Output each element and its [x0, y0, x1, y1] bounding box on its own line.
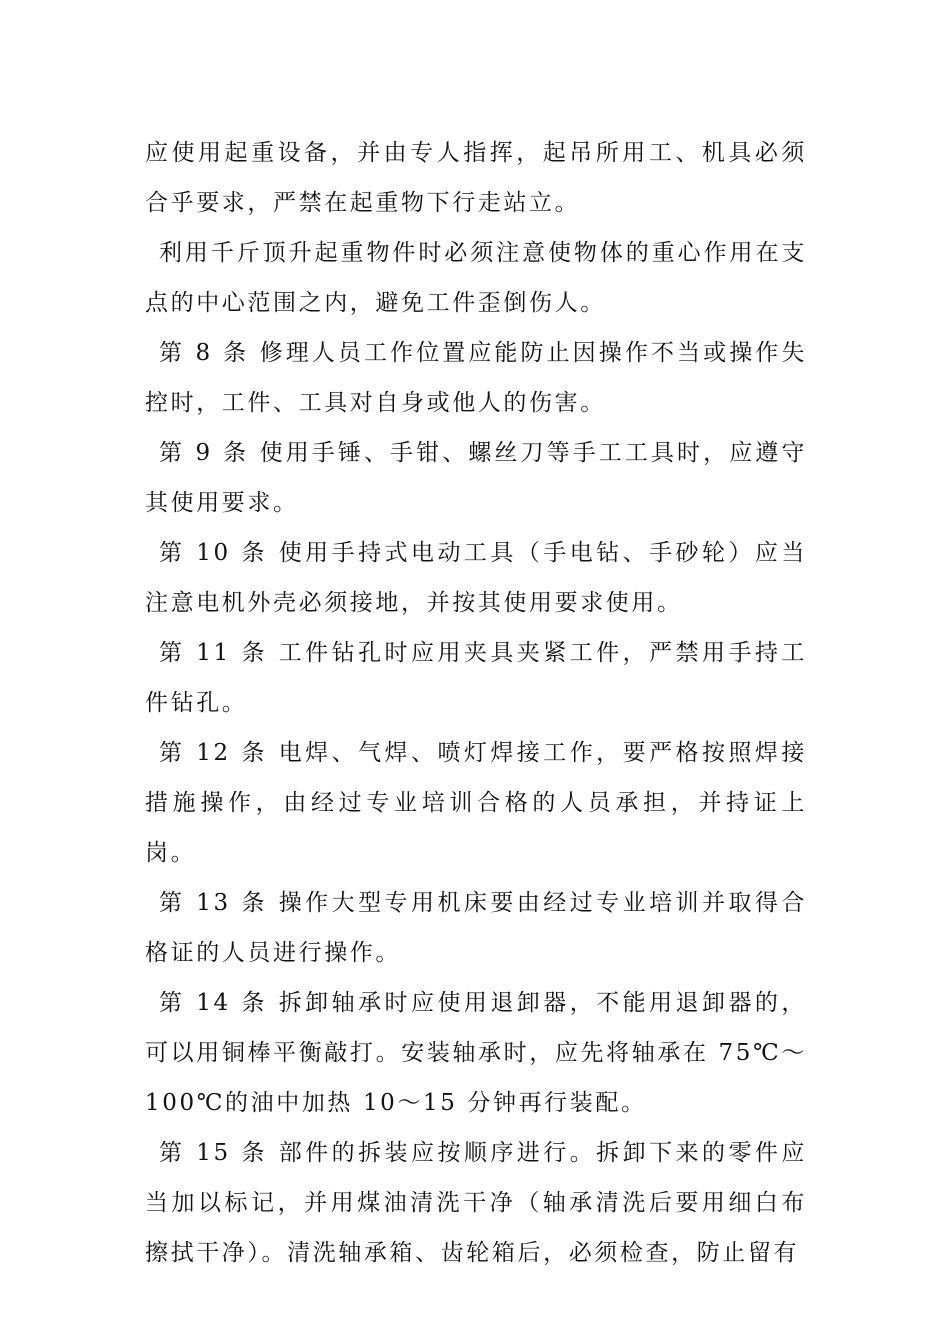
paragraph-jack-lifting: 利用千斤顶升起重物件时必须注意使物体的重心作用在支点的中心范围之内，避免工件歪倒伤人。 [145, 240, 807, 316]
paragraph-lifting-equipment: 应使用起重设备，并由专人指挥，起吊所用工、机具必须合乎要求，严禁在起重物下行走站立。 [145, 140, 807, 216]
article-12: 第 12 条 电焊、气焊、喷灯焊接工作，要严格按照焊接措施操作，由经过专业培训合格的人员承担，并持证上岗。 [145, 740, 807, 866]
article-9: 第 9 条 使用手锤、手钳、螺丝刀等手工工具时，应遵守其使用要求。 [145, 440, 807, 516]
document-body [145, 128, 807, 1278]
article-11: 第 11 条 工件钻孔时应用夹具夹紧工件，严禁用手持工件钻孔。 [145, 640, 807, 716]
article-8: 第 8 条 修理人员工作位置应能防止因操作不当或操作失控时，工件、工具对自身或他人的伤害。 [145, 340, 807, 416]
article-15: 第 15 条 部件的拆装应按顺序进行。拆卸下来的零件应当加以标记，并用煤油清洗干净（轴承清洗后要用细白布擦拭干净）。清洗轴承箱、齿轮箱后，必须检查，防止留有 [145, 1140, 807, 1266]
article-13: 第 13 条 操作大型专用机床要由经过专业培训并取得合格证的人员进行操作。 [145, 890, 807, 966]
article-10: 第 10 条 使用手持式电动工具（手电钻、手砂轮）应当注意电机外壳必须接地，并按其使用要求使用。 [145, 540, 807, 616]
article-14: 第 14 条 拆卸轴承时应使用退卸器，不能用退卸器的，可以用铜棒平衡敲打。安装轴承时，应先将轴承在 75℃～100℃的油中加热 10～15 分钟再行装配。 [145, 990, 807, 1116]
